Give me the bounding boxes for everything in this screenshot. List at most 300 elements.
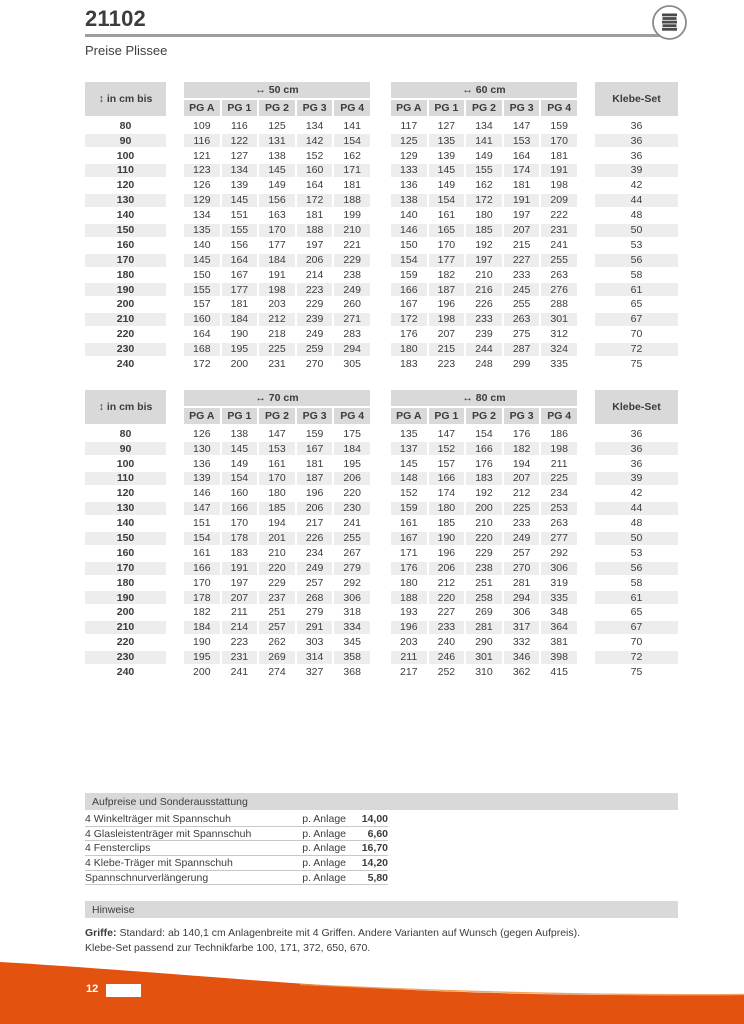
surcharge-label: Spannschnurverlängerung bbox=[85, 871, 209, 884]
table-row bbox=[85, 487, 678, 500]
price-group bbox=[391, 562, 577, 575]
price-cell: 170 bbox=[230, 517, 249, 530]
price-cell: 183 bbox=[466, 472, 502, 485]
table-row bbox=[85, 651, 678, 664]
price-cell: 294 bbox=[504, 591, 540, 604]
price-cell: 181 bbox=[305, 457, 324, 470]
price-cell: 151 bbox=[193, 517, 211, 530]
price-cell: 151 bbox=[230, 209, 249, 222]
price-cell: 230 bbox=[334, 502, 370, 515]
price-group bbox=[184, 636, 370, 649]
klebe-column-header: Klebe-Set bbox=[595, 82, 678, 116]
price-cell: 201 bbox=[259, 532, 295, 545]
pg-column-header: PG 3 bbox=[297, 408, 333, 424]
price-cell: 258 bbox=[466, 591, 502, 604]
price-cell: 206 bbox=[297, 254, 333, 267]
price-cell: 198 bbox=[429, 313, 465, 326]
price-cell: 145 bbox=[222, 194, 258, 207]
price-cell: 312 bbox=[550, 328, 568, 341]
price-cell: 195 bbox=[343, 457, 361, 470]
height-value: 240 bbox=[116, 358, 135, 370]
price-table-70-80cm bbox=[85, 390, 678, 681]
height-value: 140 bbox=[116, 209, 135, 222]
price-cell: 146 bbox=[391, 224, 427, 237]
price-cell: 160 bbox=[230, 487, 249, 500]
price-cell: 140 bbox=[193, 238, 211, 251]
price-cell: 194 bbox=[512, 457, 531, 470]
price-cell: 277 bbox=[541, 532, 577, 545]
price-cell: 241 bbox=[230, 666, 249, 678]
price-cell: 332 bbox=[512, 636, 531, 649]
price-cell: 381 bbox=[550, 636, 568, 649]
price-cell: 222 bbox=[550, 209, 568, 222]
price-cell: 195 bbox=[184, 651, 220, 664]
price-cell: 191 bbox=[222, 562, 258, 575]
price-group bbox=[391, 576, 577, 589]
price-cell: 163 bbox=[268, 209, 286, 222]
price-cell: 271 bbox=[334, 313, 370, 326]
price-cell: 126 bbox=[193, 179, 211, 192]
klebe-set-value: 36 bbox=[630, 119, 643, 132]
price-cell: 229 bbox=[268, 576, 286, 589]
price-cell: 270 bbox=[305, 358, 324, 370]
height-value: 180 bbox=[116, 268, 135, 281]
height-value: 200 bbox=[116, 298, 135, 311]
table-header-row bbox=[85, 82, 678, 116]
price-cell: 156 bbox=[230, 238, 249, 251]
price-cell: 398 bbox=[541, 651, 577, 664]
price-cell: 182 bbox=[504, 442, 540, 455]
price-cell: 184 bbox=[222, 313, 258, 326]
price-cell: 215 bbox=[429, 343, 465, 356]
price-cell: 245 bbox=[504, 283, 540, 296]
price-cell: 210 bbox=[475, 517, 493, 530]
price-cell: 145 bbox=[184, 254, 220, 267]
price-group bbox=[391, 487, 577, 500]
price-cell: 274 bbox=[268, 666, 286, 678]
pg-column-header: PG 4 bbox=[334, 100, 370, 116]
price-cell: 294 bbox=[334, 343, 370, 356]
price-cell: 190 bbox=[429, 532, 465, 545]
height-value: 180 bbox=[116, 576, 135, 589]
price-cell: 324 bbox=[541, 343, 577, 356]
pg-column-header: PG 4 bbox=[541, 100, 577, 116]
price-cell: 210 bbox=[334, 224, 370, 237]
price-cell: 168 bbox=[184, 343, 220, 356]
price-cell: 121 bbox=[193, 149, 211, 162]
price-group bbox=[391, 621, 577, 634]
price-group bbox=[391, 532, 577, 545]
price-cell: 197 bbox=[512, 209, 531, 222]
klebe-set-value: 39 bbox=[595, 472, 678, 485]
price-cell: 220 bbox=[259, 562, 295, 575]
klebe-set-value: 61 bbox=[595, 283, 678, 296]
price-cell: 229 bbox=[475, 546, 493, 559]
price-cell: 196 bbox=[305, 487, 324, 500]
pg-header-row bbox=[391, 100, 577, 116]
price-cell: 149 bbox=[268, 179, 286, 192]
pg-column-header: PG 1 bbox=[429, 100, 465, 116]
price-cell: 154 bbox=[429, 194, 465, 207]
price-cell: 184 bbox=[184, 621, 220, 634]
price-group bbox=[391, 591, 577, 604]
price-cell: 190 bbox=[193, 636, 211, 649]
price-cell: 170 bbox=[193, 576, 211, 589]
price-cell: 206 bbox=[429, 562, 465, 575]
notes-section bbox=[85, 901, 678, 956]
price-cell: 249 bbox=[334, 283, 370, 296]
price-cell: 159 bbox=[400, 268, 418, 281]
price-cell: 368 bbox=[343, 666, 361, 678]
price-cell: 116 bbox=[231, 119, 248, 132]
price-cell: 145 bbox=[429, 164, 465, 177]
price-cell: 182 bbox=[437, 268, 456, 281]
price-cell: 153 bbox=[504, 134, 540, 147]
klebe-set-value: 48 bbox=[630, 517, 643, 530]
klebe-set-value: 44 bbox=[595, 194, 678, 207]
klebe-set-value: 50 bbox=[595, 224, 678, 237]
price-cell: 225 bbox=[259, 343, 295, 356]
price-table-50-60cm bbox=[85, 82, 678, 373]
price-group bbox=[184, 606, 370, 619]
price-cell: 233 bbox=[512, 268, 531, 281]
price-cell: 223 bbox=[437, 358, 456, 370]
price-cell: 185 bbox=[437, 517, 456, 530]
price-cell: 257 bbox=[259, 621, 295, 634]
price-cell: 306 bbox=[541, 562, 577, 575]
price-cell: 267 bbox=[343, 546, 361, 559]
price-group bbox=[184, 666, 370, 679]
price-cell: 244 bbox=[466, 343, 502, 356]
price-cell: 117 bbox=[400, 119, 418, 132]
price-group bbox=[184, 224, 370, 237]
surcharge-unit: p. Anlage bbox=[302, 856, 346, 869]
price-cell: 251 bbox=[475, 576, 493, 589]
height-value: 220 bbox=[116, 636, 135, 649]
price-cell: 346 bbox=[504, 651, 540, 664]
height-value: 110 bbox=[85, 164, 166, 177]
price-group bbox=[184, 194, 370, 207]
price-cell: 231 bbox=[268, 358, 286, 370]
table-row bbox=[85, 532, 678, 545]
klebe-set-value: 65 bbox=[630, 606, 643, 619]
price-cell: 238 bbox=[466, 562, 502, 575]
klebe-set-value: 61 bbox=[595, 591, 678, 604]
price-cell: 234 bbox=[305, 546, 324, 559]
table-row bbox=[85, 179, 678, 192]
price-cell: 211 bbox=[231, 606, 248, 619]
price-cell: 257 bbox=[305, 576, 324, 589]
price-cell: 193 bbox=[400, 606, 418, 619]
table-row bbox=[85, 442, 678, 455]
table-row bbox=[85, 134, 678, 147]
price-group bbox=[391, 651, 577, 664]
klebe-set-value: 58 bbox=[630, 268, 643, 281]
klebe-set-value: 70 bbox=[630, 636, 643, 649]
price-cell: 136 bbox=[400, 179, 418, 192]
price-cell: 226 bbox=[297, 532, 333, 545]
price-group bbox=[391, 194, 577, 207]
price-cell: 212 bbox=[259, 313, 295, 326]
price-cell: 161 bbox=[268, 457, 286, 470]
table-row bbox=[85, 254, 678, 267]
price-cell: 191 bbox=[504, 194, 540, 207]
surcharge-row bbox=[85, 871, 388, 886]
price-cell: 246 bbox=[429, 651, 465, 664]
price-cell: 125 bbox=[268, 119, 286, 132]
price-cell: 290 bbox=[475, 636, 493, 649]
price-cell: 129 bbox=[184, 194, 220, 207]
price-cell: 181 bbox=[550, 149, 568, 162]
price-cell: 181 bbox=[343, 179, 361, 192]
price-group bbox=[184, 134, 370, 147]
price-cell: 207 bbox=[504, 472, 540, 485]
price-cell: 200 bbox=[466, 502, 502, 515]
surcharge-row bbox=[85, 856, 388, 871]
price-cell: 216 bbox=[466, 283, 502, 296]
price-group bbox=[391, 606, 577, 619]
price-cell: 176 bbox=[391, 562, 427, 575]
price-cell: 134 bbox=[305, 119, 324, 132]
height-value: 190 bbox=[85, 283, 166, 296]
price-cell: 206 bbox=[297, 502, 333, 515]
price-cell: 134 bbox=[222, 164, 258, 177]
price-cell: 167 bbox=[391, 532, 427, 545]
klebe-set-value: 36 bbox=[630, 427, 643, 440]
price-cell: 214 bbox=[305, 268, 324, 281]
price-cell: 159 bbox=[391, 502, 427, 515]
price-group bbox=[184, 576, 370, 589]
price-cell: 138 bbox=[391, 194, 427, 207]
price-cell: 176 bbox=[400, 328, 418, 341]
surcharge-unit: p. Anlage bbox=[302, 871, 346, 884]
price-cell: 207 bbox=[504, 224, 540, 237]
width-group-label: ↔ 70 cm bbox=[184, 390, 370, 406]
price-cell: 185 bbox=[466, 224, 502, 237]
price-cell: 345 bbox=[343, 636, 361, 649]
price-cell: 184 bbox=[334, 442, 370, 455]
height-value: 160 bbox=[116, 546, 135, 559]
price-group bbox=[184, 179, 370, 192]
price-cell: 159 bbox=[550, 119, 568, 132]
price-cell: 166 bbox=[184, 562, 220, 575]
price-cell: 162 bbox=[475, 179, 493, 192]
price-cell: 172 bbox=[466, 194, 502, 207]
klebe-set-value: 36 bbox=[630, 457, 643, 470]
price-cell: 147 bbox=[184, 502, 220, 515]
klebe-set-value: 70 bbox=[630, 328, 643, 341]
table-row bbox=[85, 343, 678, 356]
price-cell: 154 bbox=[475, 427, 493, 440]
table-row bbox=[85, 164, 678, 177]
price-cell: 164 bbox=[222, 254, 258, 267]
price-cell: 288 bbox=[550, 298, 568, 311]
price-cell: 200 bbox=[193, 666, 211, 678]
price-group bbox=[184, 358, 370, 371]
pg-header-row bbox=[184, 408, 370, 424]
klebe-set-value: 56 bbox=[595, 254, 678, 267]
price-group bbox=[391, 120, 577, 133]
price-cell: 154 bbox=[334, 134, 370, 147]
pg-column-header: PG 4 bbox=[334, 408, 370, 424]
price-cell: 229 bbox=[334, 254, 370, 267]
price-cell: 226 bbox=[475, 298, 493, 311]
price-cell: 229 bbox=[305, 298, 324, 311]
price-cell: 147 bbox=[437, 427, 456, 440]
width-group-header bbox=[391, 390, 577, 424]
table-row bbox=[85, 621, 678, 634]
price-cell: 270 bbox=[504, 562, 540, 575]
price-group bbox=[184, 313, 370, 326]
price-cell: 212 bbox=[437, 576, 456, 589]
price-group bbox=[184, 239, 370, 252]
price-cell: 220 bbox=[429, 591, 465, 604]
price-cell: 180 bbox=[268, 487, 286, 500]
table-row bbox=[85, 472, 678, 485]
price-group bbox=[391, 636, 577, 649]
price-cell: 162 bbox=[343, 149, 361, 162]
price-cell: 150 bbox=[400, 238, 418, 251]
surcharge-price: 5,80 bbox=[367, 871, 388, 884]
price-cell: 196 bbox=[437, 546, 456, 559]
price-cell: 149 bbox=[437, 179, 456, 192]
note-griffe-text: Standard: ab 140,1 cm Anlagenbreite mit 4 Griffen. Andere Varianten auf Wunsch (gegen Aufpreis). bbox=[119, 927, 581, 939]
klebe-set-value: 56 bbox=[595, 562, 678, 575]
price-group bbox=[184, 164, 370, 177]
price-cell: 180 bbox=[475, 209, 493, 222]
table-row bbox=[85, 457, 678, 470]
price-cell: 145 bbox=[222, 442, 258, 455]
table-row bbox=[85, 517, 678, 530]
table-row bbox=[85, 283, 678, 296]
surcharges-section bbox=[85, 793, 678, 885]
height-value: 230 bbox=[85, 651, 166, 664]
height-value: 80 bbox=[119, 119, 132, 132]
surcharge-price: 14,00 bbox=[361, 812, 388, 825]
price-cell: 241 bbox=[550, 238, 568, 251]
klebe-set-value: 75 bbox=[630, 358, 643, 370]
price-cell: 249 bbox=[504, 532, 540, 545]
price-group bbox=[391, 254, 577, 267]
page-subtitle: Preise Plissee bbox=[85, 43, 168, 58]
price-cell: 263 bbox=[550, 517, 568, 530]
price-group bbox=[184, 149, 370, 162]
price-group bbox=[184, 562, 370, 575]
height-value: 80 bbox=[119, 427, 132, 440]
price-cell: 233 bbox=[512, 517, 531, 530]
price-cell: 301 bbox=[466, 651, 502, 664]
price-cell: 240 bbox=[437, 636, 456, 649]
price-cell: 249 bbox=[305, 328, 324, 341]
height-value: 110 bbox=[85, 472, 166, 485]
table-row bbox=[85, 268, 678, 281]
price-cell: 334 bbox=[334, 621, 370, 634]
price-cell: 210 bbox=[475, 268, 493, 281]
price-cell: 160 bbox=[297, 164, 333, 177]
price-group bbox=[184, 254, 370, 267]
price-cell: 127 bbox=[230, 149, 249, 162]
price-cell: 260 bbox=[343, 298, 361, 311]
price-cell: 225 bbox=[541, 472, 577, 485]
price-cell: 234 bbox=[550, 487, 568, 500]
price-cell: 145 bbox=[400, 457, 418, 470]
price-cell: 164 bbox=[512, 149, 531, 162]
price-cell: 187 bbox=[297, 472, 333, 485]
height-value: 200 bbox=[116, 606, 135, 619]
price-cell: 146 bbox=[193, 487, 211, 500]
price-group bbox=[184, 651, 370, 664]
price-cell: 252 bbox=[437, 666, 456, 678]
price-cell: 172 bbox=[297, 194, 333, 207]
price-cell: 195 bbox=[222, 343, 258, 356]
price-cell: 269 bbox=[475, 606, 493, 619]
price-cell: 139 bbox=[230, 179, 249, 192]
price-cell: 200 bbox=[230, 358, 249, 370]
height-value: 160 bbox=[116, 238, 135, 251]
price-cell: 122 bbox=[222, 134, 258, 147]
price-cell: 154 bbox=[184, 532, 220, 545]
price-cell: 149 bbox=[230, 457, 249, 470]
price-cell: 187 bbox=[429, 283, 465, 296]
price-cell: 191 bbox=[541, 164, 577, 177]
pg-header-row bbox=[184, 100, 370, 116]
price-cell: 299 bbox=[512, 358, 531, 370]
price-group bbox=[184, 120, 370, 133]
price-cell: 175 bbox=[343, 427, 361, 440]
price-cell: 181 bbox=[230, 298, 249, 311]
height-value: 150 bbox=[85, 532, 166, 545]
price-cell: 362 bbox=[512, 666, 531, 678]
page-title: 21102 bbox=[85, 6, 146, 31]
price-cell: 164 bbox=[305, 179, 324, 192]
price-cell: 157 bbox=[193, 298, 211, 311]
price-cell: 292 bbox=[343, 576, 361, 589]
price-cell: 172 bbox=[391, 313, 427, 326]
price-cell: 211 bbox=[391, 651, 427, 664]
price-cell: 157 bbox=[437, 457, 456, 470]
klebe-set-value: 48 bbox=[630, 209, 643, 222]
pg-column-header: PG 2 bbox=[466, 100, 502, 116]
klebe-set-value: 36 bbox=[595, 442, 678, 455]
price-cell: 161 bbox=[437, 209, 456, 222]
price-cell: 130 bbox=[184, 442, 220, 455]
table-row bbox=[85, 358, 678, 371]
price-cell: 233 bbox=[429, 621, 465, 634]
price-cell: 197 bbox=[230, 576, 249, 589]
price-cell: 231 bbox=[222, 651, 258, 664]
pg-column-header: PG 1 bbox=[429, 408, 465, 424]
price-cell: 199 bbox=[343, 209, 361, 222]
price-group bbox=[184, 517, 370, 530]
klebe-set-value: 44 bbox=[595, 502, 678, 515]
price-cell: 263 bbox=[504, 313, 540, 326]
price-cell: 203 bbox=[400, 636, 418, 649]
width-group-label: ↔ 60 cm bbox=[391, 82, 577, 98]
price-cell: 185 bbox=[259, 502, 295, 515]
height-value: 190 bbox=[85, 591, 166, 604]
price-cell: 364 bbox=[541, 621, 577, 634]
price-cell: 220 bbox=[343, 487, 361, 500]
price-cell: 268 bbox=[297, 591, 333, 604]
price-cell: 139 bbox=[184, 472, 220, 485]
price-group bbox=[391, 313, 577, 326]
price-cell: 358 bbox=[334, 651, 370, 664]
height-value: 170 bbox=[85, 254, 166, 267]
price-cell: 159 bbox=[305, 427, 324, 440]
width-group-label: ↔ 80 cm bbox=[391, 390, 577, 406]
price-cell: 177 bbox=[222, 283, 258, 296]
surcharge-label: 4 Fensterclips bbox=[85, 842, 151, 855]
